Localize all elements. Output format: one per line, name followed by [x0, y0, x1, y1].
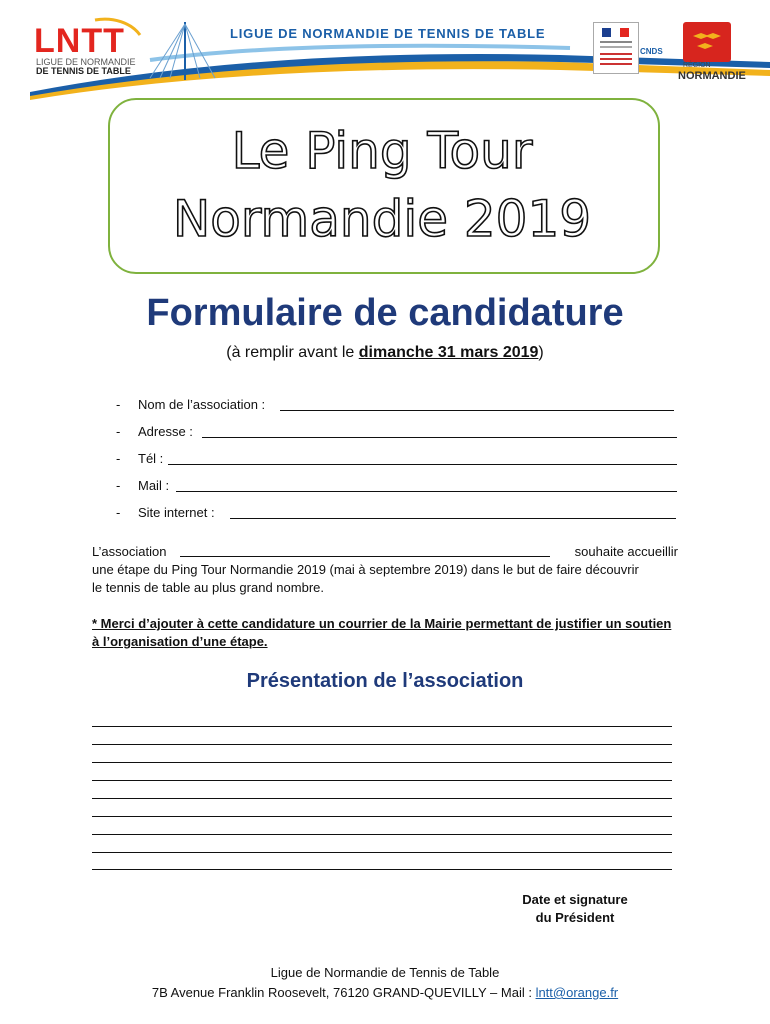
event-title-line2: Normandie 2019: [172, 190, 592, 248]
lntt-logo-text: LNTT: [34, 22, 125, 60]
mail-input-line[interactable]: [176, 491, 677, 492]
event-title-line1: Le Ping Tour: [231, 122, 533, 180]
paragraph-line2: une étape du Ping Tour Normandie 2019 (mai à septembre 2019) dans le but de faire découvrir: [92, 562, 639, 577]
presentation-input-line[interactable]: [92, 726, 672, 727]
lntt-logo-subtitle-bold: DE TENNIS DE TABLE: [36, 66, 131, 76]
website-input-line[interactable]: [230, 518, 676, 519]
association-name-input-line[interactable]: [280, 410, 674, 411]
field-label: Site internet :: [138, 505, 215, 520]
field-label: Tél :: [138, 451, 164, 466]
address-input-line[interactable]: [202, 437, 677, 438]
deadline-note: [0, 344, 770, 362]
presentation-input-line[interactable]: [92, 798, 672, 799]
ligue-title: LIGUE DE NORMANDIE DE TENNIS DE TABLE: [230, 26, 546, 41]
paragraph-line1-start: L’association: [92, 544, 167, 559]
region-label: RÉGION: [683, 62, 711, 69]
presentation-input-line[interactable]: [92, 762, 672, 763]
field-dash: -: [116, 451, 121, 466]
footer-organization: Ligue de Normandie de Tennis de Table: [270, 965, 500, 980]
republique-francaise-logo: [593, 22, 639, 74]
presentation-input-line[interactable]: [92, 744, 672, 745]
form-title: Formulaire de candidature: [146, 292, 624, 334]
presentation-input-line[interactable]: [92, 834, 672, 835]
field-label: Mail :: [138, 478, 170, 493]
presentation-input-line[interactable]: [92, 869, 672, 870]
presentation-input-line[interactable]: [92, 780, 672, 781]
paragraph-line3: le tennis de table au plus grand nombre.: [92, 580, 324, 595]
presentation-input-line[interactable]: [92, 816, 672, 817]
field-dash: -: [116, 397, 121, 412]
normandie-flag-icon: [683, 22, 731, 62]
presentation-input-line[interactable]: [92, 852, 672, 853]
field-dash: -: [116, 505, 121, 520]
paragraph-line1-end: souhaite accueillir: [574, 544, 678, 559]
lntt-logo-subtitle: LIGUE DE NORMANDIE: [36, 57, 136, 67]
field-label: Nom de l’association :: [138, 397, 266, 412]
association-blank-input-line[interactable]: [180, 556, 550, 557]
deadline-date: dimanche 31 mars 2019: [358, 344, 539, 361]
field-label: Adresse :: [138, 424, 193, 439]
deadline-prefix: (à remplir avant le: [226, 344, 359, 361]
presentation-section-title: Présentation de l’association: [246, 670, 524, 692]
footer-address-text: 7B Avenue Franklin Roosevelt, 76120 GRAND-QUEVILLY – Mail :: [151, 985, 536, 1000]
field-dash: -: [116, 478, 121, 493]
footer-address: [0, 985, 770, 1000]
mairie-letter-note: * Merci d’ajouter à cette candidature un courrier de la Mairie permettant de justifier un soutien à l’organisation d’une étape.: [92, 616, 672, 649]
phone-input-line[interactable]: [168, 464, 677, 465]
deadline-suffix: ): [538, 344, 544, 361]
footer-email-link[interactable]: lntt@orange.fr: [535, 985, 619, 1000]
cnds-logo-text: CNDS: [640, 47, 663, 56]
field-dash: -: [116, 424, 121, 439]
signature-label-president: du Président: [535, 910, 615, 925]
region-name: NORMANDIE: [678, 70, 746, 82]
signature-label-date: Date et signature: [522, 892, 628, 907]
